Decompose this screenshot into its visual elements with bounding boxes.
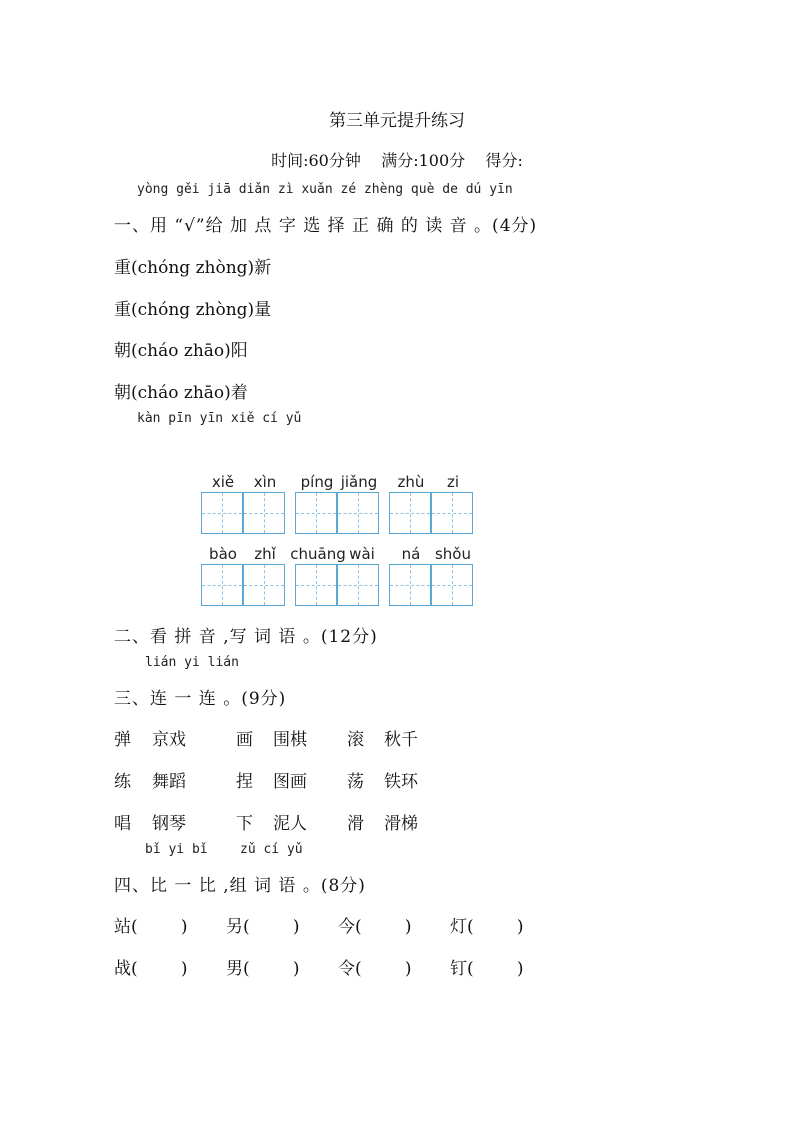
section1-heading: 一、用 “√”给 加 点 字 选 择 正 确 的 读 音 。(4分) [114, 216, 538, 236]
grid-pinyin: ná [401, 545, 421, 563]
match-word[interactable]: 舞蹈 [152, 772, 186, 792]
compare-item[interactable]: 战( ) [114, 959, 188, 979]
writing-grid-cell[interactable] [431, 492, 473, 534]
grid-pinyin: zhù [397, 473, 425, 491]
match-word[interactable]: 滚 [347, 730, 364, 750]
grid-pinyin: bào [209, 545, 237, 563]
match-word[interactable]: 围棋 [273, 730, 307, 750]
section3-heading: 三、连 一 连 。(9分) [114, 689, 287, 709]
score-field: 得分: [485, 151, 523, 170]
writing-grid-cell[interactable] [389, 564, 431, 606]
compare-item[interactable]: 男( ) [226, 959, 300, 979]
match-word[interactable]: 滑梯 [384, 814, 418, 834]
compare-item[interactable]: 站( ) [114, 917, 188, 937]
page-title: 第三单元提升练习 [329, 111, 465, 131]
compare-item[interactable]: 今( ) [338, 917, 412, 937]
match-word[interactable]: 练 [114, 772, 131, 792]
writing-grid-cell[interactable] [243, 492, 285, 534]
match-word[interactable]: 京戏 [152, 730, 186, 750]
time-limit: 时间:60分钟 [271, 151, 361, 170]
match-word[interactable]: 秋千 [384, 730, 418, 750]
section2-pinyin: kàn pīn yīn xiě cí yǔ [137, 411, 302, 426]
grid-pinyin: jiǎng [340, 473, 378, 491]
section4-pinyin: zǔ cí yǔ [240, 842, 303, 857]
grid-pinyin: píng [300, 473, 334, 491]
writing-grid-cell[interactable] [201, 492, 243, 534]
writing-grid-cell[interactable] [243, 564, 285, 606]
match-word[interactable]: 荡 [347, 772, 364, 792]
writing-grid-cell[interactable] [337, 564, 379, 606]
grid-pinyin: shǒu [434, 545, 471, 563]
grid-pinyin: xìn [253, 473, 277, 491]
section4-heading: 四、比 一 比 ,组 词 语 。(8分) [114, 876, 366, 896]
section1-item: 朝(cháo zhāo)阳 [114, 341, 248, 361]
match-word[interactable]: 弹 [114, 730, 131, 750]
grid-pinyin: zi [446, 473, 460, 491]
match-word[interactable]: 泥人 [273, 814, 307, 834]
writing-grid-cell[interactable] [295, 492, 337, 534]
compare-item[interactable]: 令( ) [338, 959, 412, 979]
compare-item[interactable]: 灯( ) [450, 917, 524, 937]
match-word[interactable]: 画 [236, 730, 253, 750]
full-score: 满分:100分 [381, 151, 466, 170]
match-word[interactable]: 滑 [347, 814, 364, 834]
grid-pinyin: chuāng [290, 545, 346, 563]
section4-pinyin: bǐ yi bǐ [145, 842, 208, 857]
section2-heading: 二、看 拼 音 ,写 词 语 。(12分) [114, 627, 378, 647]
match-word[interactable]: 钢琴 [152, 814, 186, 834]
match-word[interactable]: 下 [236, 814, 253, 834]
grid-pinyin: xiě [211, 473, 235, 491]
writing-grid-cell[interactable] [201, 564, 243, 606]
section1-pinyin: yòng gěi jiā diǎn zì xuǎn zé zhèng què de dú yīn [137, 182, 513, 197]
section1-item: 重(chóng zhòng)量 [114, 300, 272, 320]
writing-grid-cell[interactable] [431, 564, 473, 606]
match-word[interactable]: 图画 [273, 772, 307, 792]
section3-pinyin: lián yi lián [145, 655, 239, 670]
writing-grid-cell[interactable] [389, 492, 431, 534]
section1-item: 朝(cháo zhāo)着 [114, 383, 248, 403]
grid-pinyin: wài [349, 545, 375, 563]
match-word[interactable]: 铁环 [384, 772, 418, 792]
compare-item[interactable]: 另( ) [226, 917, 300, 937]
exam-meta [0, 148, 794, 171]
writing-grid-cell[interactable] [337, 492, 379, 534]
compare-item[interactable]: 钉( ) [450, 959, 524, 979]
section1-item: 重(chóng zhòng)新 [114, 258, 272, 278]
writing-grid-cell[interactable] [295, 564, 337, 606]
match-word[interactable]: 唱 [114, 814, 131, 834]
grid-pinyin: zhǐ [254, 545, 276, 563]
match-word[interactable]: 捏 [236, 772, 253, 792]
